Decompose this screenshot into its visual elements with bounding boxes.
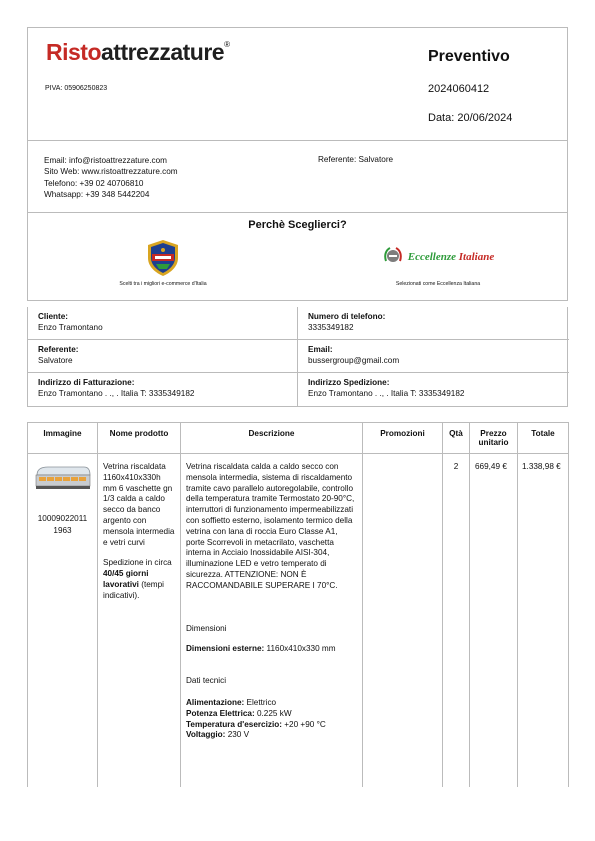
voltage-value: 230 V	[225, 730, 250, 740]
product-code: 10009022011 1963	[37, 514, 88, 535]
description-cell	[181, 454, 363, 787]
referent-label: Referente:	[38, 345, 79, 354]
company-contacts	[44, 155, 178, 200]
document-number: 2024060412	[428, 83, 490, 95]
phone-label: Numero di telefono:	[308, 312, 386, 321]
unit-price-cell: 669,49 €	[470, 454, 518, 787]
product-image	[34, 465, 92, 489]
logo-registered: ®	[224, 40, 230, 49]
promotions-cell	[363, 454, 443, 787]
temperature-label: Temperatura d'esercizio:	[186, 719, 282, 729]
header-unit-price: Prezzo unitario	[470, 423, 518, 454]
temperature-line	[186, 720, 358, 731]
logo-part1: Risto	[46, 39, 101, 65]
header-image: Immagine	[28, 423, 98, 454]
product-name: Vetrina riscaldata 1160x410x330h mm 6 vaschette gn 1/3 calda a caldo secco da banco argento con mensola intermedia e vetri curvi	[103, 462, 175, 547]
billing-address-cell	[28, 373, 298, 406]
table-header-row	[28, 423, 569, 454]
dimensions-line	[186, 644, 358, 655]
shipping-address-cell	[298, 373, 569, 406]
billing-label: Indirizzo di Fatturazione:	[38, 378, 135, 387]
dimensions-value: 1160x410x330 mm	[264, 644, 336, 654]
table-row	[28, 454, 569, 787]
email-label: Email:	[308, 345, 333, 354]
header-qty: Qtà	[443, 423, 470, 454]
quote-page	[27, 27, 568, 787]
voltage-label: Voltaggio:	[186, 730, 226, 740]
client-cell	[28, 307, 298, 340]
why-choose-us-title: Perchè Sceglierci?	[27, 212, 568, 236]
shipping-time-prefix: Spedizione in circa	[103, 558, 172, 568]
customer-info-grid	[27, 307, 568, 407]
logo-part2: attrezzature	[101, 39, 225, 65]
product-image-cell	[28, 454, 98, 787]
power-value: Elettrico	[244, 697, 277, 707]
total-cell: 1.338,98 €	[518, 454, 569, 787]
header-promotions: Promozioni	[363, 423, 443, 454]
shipping-value: Enzo Tramontano . ., . Italia T: 3335349182	[308, 389, 465, 398]
contact-referent: Referente: Salvatore	[318, 155, 394, 164]
laurel-icon	[382, 245, 404, 269]
contact-email: Email: info@ristoattrezzature.com	[44, 156, 167, 165]
company-vat: PIVA: 05906250823	[45, 85, 108, 92]
contact-website: Sito Web: www.ristoattrezzature.com	[44, 167, 178, 177]
temperature-value: +20 +90 °C	[281, 719, 326, 729]
power-line	[186, 698, 358, 709]
client-value: Enzo Tramontano	[38, 323, 103, 332]
excellence-text-red: Italiane	[458, 251, 495, 263]
referent-value: Salvatore	[38, 356, 73, 365]
shipping-label: Indirizzo Spedizione:	[308, 378, 390, 387]
shipping-time	[103, 558, 176, 601]
document-title: Preventivo	[428, 48, 510, 65]
best-ecommerce-caption: Scelti tra i migliori e-commerce d'Italia	[119, 281, 207, 287]
phone-value: 3335349182	[308, 323, 354, 332]
excellence-badge	[348, 239, 528, 287]
header-product-name: Nome prodotto	[98, 423, 181, 454]
badges-section	[27, 236, 568, 301]
header-description: Descrizione	[181, 423, 363, 454]
email-cell	[298, 340, 569, 373]
billing-value: Enzo Tramontano . ., . Italia T: 3335349182	[38, 389, 195, 398]
best-ecommerce-badge	[88, 239, 238, 287]
excellence-logo	[348, 239, 528, 275]
contacts-section	[27, 140, 568, 212]
excellence-text-green: Eccellenze	[407, 251, 459, 263]
excellence-caption: Selezionati come Eccellenza Italiana	[395, 281, 481, 287]
dimensions-label: Dimensioni esterne:	[186, 644, 265, 654]
tech-heading: Dati tecnici	[186, 676, 227, 686]
electric-power-value: 0.225 kW	[254, 708, 292, 718]
contact-phone: Telefono: +39 02 40706810	[44, 178, 144, 188]
client-label: Cliente:	[38, 312, 69, 321]
voltage-line	[186, 730, 358, 741]
quote-header	[27, 27, 568, 140]
excellence-text	[408, 251, 494, 263]
header-total: Totale	[518, 423, 569, 454]
contact-whatsapp: Whatsapp: +39 348 5442204	[44, 189, 150, 199]
product-name-cell	[98, 454, 181, 787]
referent-cell	[28, 340, 298, 373]
phone-cell	[298, 307, 569, 340]
electric-power-line	[186, 709, 358, 720]
shield-award-icon	[146, 239, 180, 275]
email-value: bussergroup@gmail.com	[308, 356, 400, 365]
shipping-time-days: 40/45 giorni lavorativi	[103, 569, 149, 589]
company-logo	[46, 41, 230, 64]
items-table	[27, 422, 569, 787]
dimensions-heading: Dimensioni	[186, 623, 227, 633]
power-label: Alimentazione:	[186, 697, 245, 707]
document-date: Data: 20/06/2024	[428, 112, 513, 124]
product-description: Vetrina riscaldata calda a caldo secco con mensola intermedia, sistema di riscaldamento tramite cavo parallelo autoregolabile, controllo della temperatura tramite Termostato 20-90°C, interruttori di funzionamento impermeabilizzati con soffietto esterno, isolamento termico della vetrina con lana di roccia Euro Classe A1, porte Scorrevoli in metacrilato, vaschetta interna in Acciaio Inossidabile AISI-304, illuminazione LED e vetro temperato di sicurezza. ATTENZIONE: NON È RACCOMANDABILE SUPERARE I 70°C.	[186, 462, 355, 590]
shipping-time-suffix: (tempi indicativi).	[103, 579, 164, 600]
electric-power-label: Potenza Elettrica:	[186, 708, 255, 718]
quantity-cell: 2	[443, 454, 470, 787]
